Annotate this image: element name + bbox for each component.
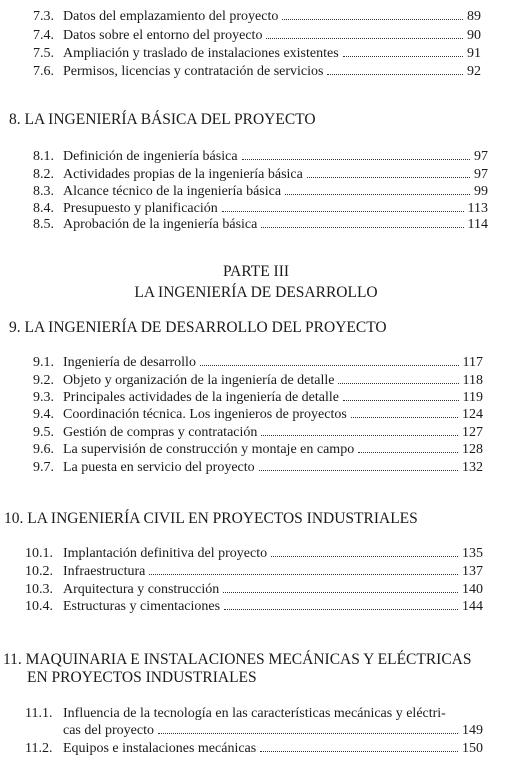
entry-number: 10.3. (25, 582, 53, 597)
entry-title: cas del proyecto (63, 723, 154, 738)
toc-entry (33, 148, 488, 165)
entry-page: 89 (467, 9, 481, 24)
dot-leader (222, 200, 464, 212)
toc-entry (33, 63, 481, 80)
toc-entry (33, 441, 483, 458)
toc-entry (33, 406, 483, 423)
entry-number: 8.1. (33, 149, 54, 164)
dot-leader (358, 441, 458, 453)
chapter-heading: 10. LA INGENIERÍA CIVIL EN PROYECTOS INDUSTRIALES (4, 510, 418, 527)
dot-leader (224, 598, 458, 610)
entry-page: 132 (462, 460, 483, 475)
chapter-heading: 8. LA INGENIERÍA BÁSICA DEL PROYECTO (9, 111, 316, 128)
entry-number: 9.7. (33, 460, 54, 475)
entry-number: 11.1. (25, 706, 53, 721)
entry-page: 92 (467, 64, 481, 79)
dot-leader (260, 740, 458, 752)
dot-leader (266, 27, 463, 39)
entry-number: 10.2. (25, 564, 53, 579)
dot-leader (261, 424, 458, 436)
entry-title: La supervisión de construcción y montaje en campo (63, 442, 355, 457)
dot-leader (307, 166, 470, 178)
entry-number: 9.5. (33, 425, 54, 440)
dot-leader (223, 581, 458, 593)
entry-page: 97 (474, 149, 488, 164)
toc-entry (25, 545, 483, 562)
entry-number: 9.1. (33, 355, 54, 370)
entry-page: 90 (467, 28, 481, 43)
entry-page: 91 (467, 46, 481, 61)
entry-page: 150 (462, 741, 483, 756)
entry-title: Alcance técnico de la ingeniería básica (63, 184, 282, 199)
toc-entry (33, 354, 483, 371)
entry-title: Ingeniería de desarrollo (63, 355, 196, 370)
entry-number: 7.4. (33, 28, 54, 43)
dot-leader (259, 459, 458, 471)
entry-page: 144 (462, 599, 483, 614)
entry-number: 8.2. (33, 167, 54, 182)
entry-number: 9.3. (33, 390, 54, 405)
dot-leader (327, 63, 463, 75)
entry-page: 137 (462, 564, 483, 579)
entry-title: Aprobación de la ingeniería básica (63, 217, 258, 232)
entry-number: 7.5. (33, 46, 54, 61)
entry-title: Influencia de la tecnología en las características mecánicas y eléctri- (63, 706, 446, 721)
entry-title: Implantación definitiva del proyecto (63, 546, 268, 561)
entry-number: 8.5. (33, 217, 54, 232)
dot-leader (149, 563, 458, 575)
chapter-heading: 11. MAQUINARIA E INSTALACIONES MECÁNICAS Y ELÉCTRICAS (3, 651, 472, 668)
dot-leader (285, 183, 470, 195)
entry-page: 117 (462, 355, 483, 370)
entry-page: 114 (467, 217, 488, 232)
entry-number: 8.4. (33, 201, 54, 216)
toc-entry (33, 216, 488, 233)
entry-page: 140 (462, 582, 483, 597)
dot-leader (242, 148, 470, 160)
entry-title: La puesta en servicio del proyecto (63, 460, 255, 475)
toc-entry (33, 200, 488, 217)
toc-entry (33, 459, 483, 476)
entry-title: Presupuesto y planificación (63, 201, 218, 216)
toc-entry (25, 740, 483, 757)
chapter-heading-continued: EN PROYECTOS INDUSTRIALES (27, 669, 257, 686)
toc-entry (33, 424, 483, 441)
entry-title: Principales actividades de la ingeniería de detalle (63, 390, 339, 405)
toc-entry (25, 563, 483, 580)
entry-number: 9.2. (33, 373, 54, 388)
entry-title: Ampliación y traslado de instalaciones existentes (63, 46, 339, 61)
chapter-heading: 9. LA INGENIERÍA DE DESARROLLO DEL PROYECTO (9, 319, 387, 336)
toc-entry (33, 389, 483, 406)
toc-entry (25, 598, 483, 615)
entry-page: 135 (462, 546, 483, 561)
toc-entry (33, 372, 483, 389)
toc-entry (33, 183, 488, 200)
entry-number: 7.6. (33, 64, 54, 79)
dot-leader (351, 406, 458, 418)
dot-leader (261, 216, 463, 228)
toc-entry (33, 8, 481, 25)
entry-page: 97 (474, 167, 488, 182)
dot-leader (282, 8, 463, 20)
entry-title: Actividades propias de la ingeniería básica (63, 167, 303, 182)
toc-entry (33, 166, 488, 183)
dot-leader (271, 545, 458, 557)
dot-leader (158, 722, 458, 734)
toc-entry-continued (63, 722, 483, 739)
entry-title: Permisos, licencias y contratación de servicios (63, 64, 324, 79)
entry-number: 7.3. (33, 9, 54, 24)
entry-title: Gestión de compras y contratación (63, 425, 258, 440)
part-label: PARTE III (222, 263, 290, 280)
entry-title: Objeto y organización de la ingeniería de detalle (63, 373, 335, 388)
part-title: LA INGENIERÍA DE DESARROLLO (134, 284, 378, 301)
entry-number: 8.3. (33, 184, 54, 199)
toc-entry (33, 27, 481, 44)
dot-leader (200, 354, 459, 366)
entry-title: Infraestructura (63, 564, 146, 579)
entry-title: Coordinación técnica. Los ingenieros de proyectos (63, 407, 347, 422)
entry-title: Arquitectura y construcción (63, 582, 220, 597)
entry-title: Estructuras y cimentaciones (63, 599, 221, 614)
entry-page: 127 (462, 425, 483, 440)
entry-number: 11.2. (25, 741, 53, 756)
entry-title: Equipos e instalaciones mecánicas (63, 741, 257, 756)
entry-title: Datos sobre el entorno del proyecto (63, 28, 263, 43)
entry-page: 119 (462, 390, 483, 405)
entry-page: 124 (462, 407, 483, 422)
entry-number: 10.1. (25, 546, 53, 561)
dot-leader (343, 389, 459, 401)
entry-page: 99 (474, 184, 488, 199)
toc-entry-wrapped (25, 705, 446, 722)
entry-number: 9.4. (33, 407, 54, 422)
dot-leader (338, 372, 458, 384)
dot-leader (343, 45, 463, 57)
entry-title: Definición de ingeniería básica (63, 149, 238, 164)
entry-title: Datos del emplazamiento del proyecto (63, 9, 279, 24)
entry-number: 10.4. (25, 599, 53, 614)
entry-number: 9.6. (33, 442, 54, 457)
entry-page: 118 (462, 373, 483, 388)
entry-page: 113 (467, 201, 488, 216)
entry-page: 128 (462, 442, 483, 457)
toc-entry (33, 45, 481, 62)
entry-page: 149 (462, 723, 483, 738)
toc-entry (25, 581, 483, 598)
